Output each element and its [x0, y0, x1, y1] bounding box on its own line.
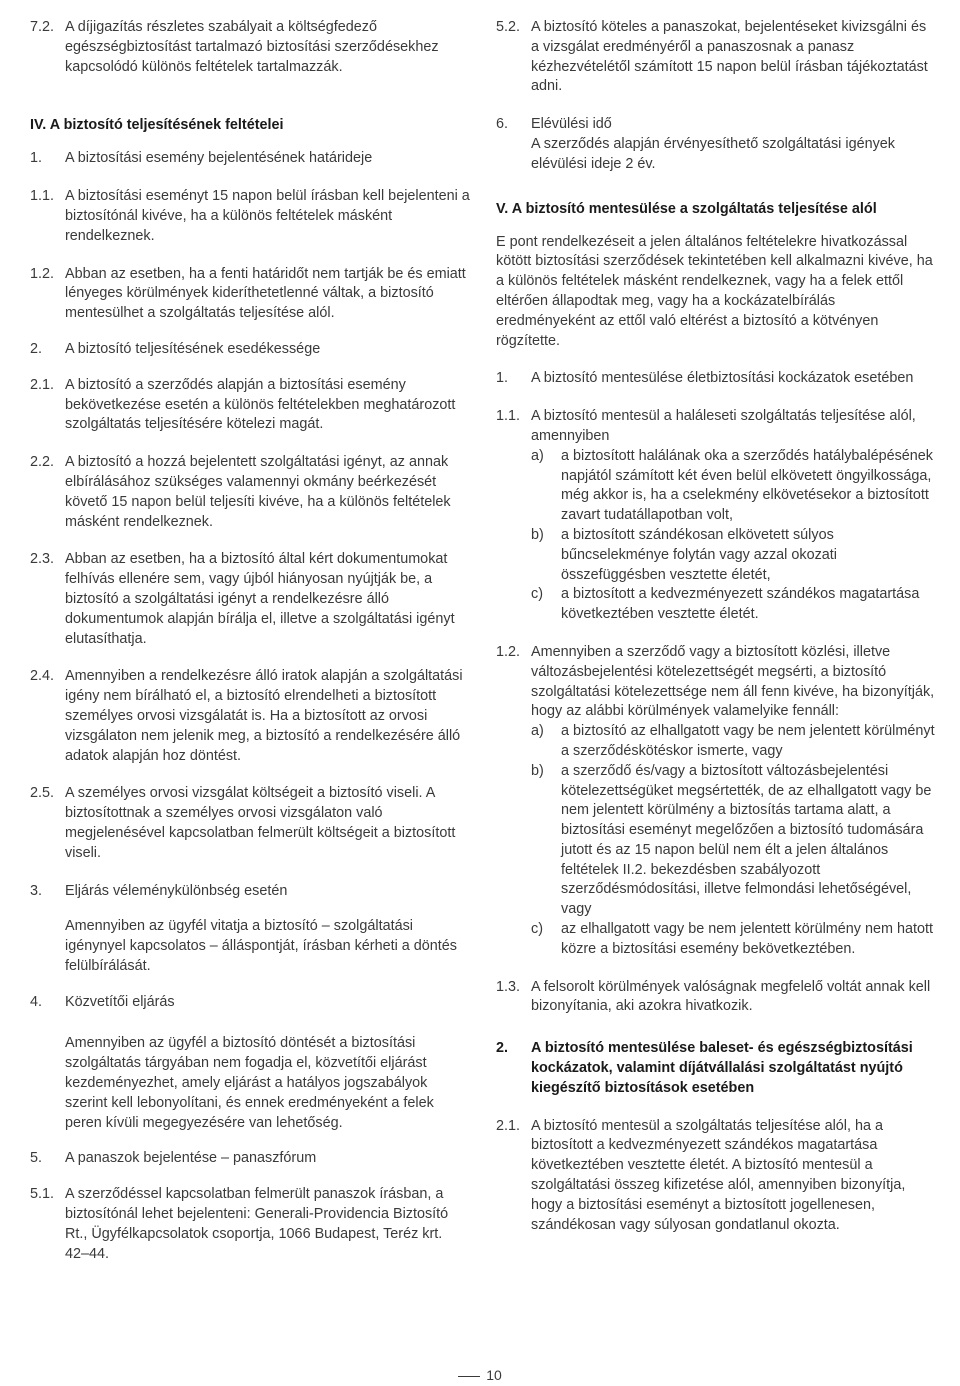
list-text: a biztosított a kedvezményezett szándékos magatartása következtében vesztette életét.: [561, 586, 920, 623]
heading-number: 2.: [30, 340, 43, 357]
section-v-2-1: [496, 1117, 936, 1236]
section-number: 5.1.: [30, 1186, 55, 1203]
section-text: A díjigazítás részletes szabályait a költségfedező egészségbiztosítást tartalmazó biztosítási szerződésekhez kapcsolódó különös feltételek tartalmazzák.: [65, 19, 439, 75]
section-number: 2.3.: [30, 551, 55, 568]
list-letter: b): [531, 762, 544, 779]
list-item: [531, 526, 936, 585]
page-footer: [0, 1367, 960, 1383]
chapter-v-intro: E pont rendelkezéseit a jelen általános feltételekre hivatkozással kötött biztosítási szerződések tekintetében kell alkalmazni kivéve, ha a különös feltételek másként rendelkeznek, vagy ha a felek ettől eltérően állapodtak meg, vagy ha a kockázatelbírálás eredményeként az ettől való eltérést a biztosító a kötvényen rögzítette.: [496, 233, 933, 349]
section-number: 2.1.: [30, 376, 55, 393]
heading-text: A panaszok bejelentése – panaszfórum: [65, 1150, 317, 1167]
heading-text: Elévülési idő: [531, 116, 612, 133]
section-2-3: [30, 550, 470, 649]
list-letter: c): [531, 586, 543, 603]
section-1-1: [30, 187, 470, 246]
heading-text: Eljárás véleménykülönbség esetén: [65, 882, 288, 899]
section-2-5: [30, 784, 470, 863]
left-column: [30, 18, 470, 1264]
section-number: 5.2.: [496, 19, 521, 35]
heading-number: 6.: [496, 116, 509, 133]
heading-5: [30, 1149, 470, 1169]
chapter-heading-v: V. A biztosító mentesülése a szolgáltatás teljesítése alól: [496, 200, 877, 217]
chapter-heading-iv: IV. A biztosító teljesítésének feltételei: [30, 117, 284, 134]
section-v-1-1: [496, 407, 936, 625]
section-text: A szerződéssel kapcsolatban felmerült panaszok írásban, a biztosítónál lehet bejelenteni: Generali-Providencia Biztosító Rt., Ügyfélkapcsolatok csoportja, 1066 Budapest, Teréz krt. 42–44.: [65, 1186, 449, 1262]
section-number: 1.1.: [496, 408, 521, 425]
list-text: a biztosított szándékosan elkövetett súlyos bűncselekménye folytán vagy azzal okozati összefüggésben vesztette életét,: [561, 526, 837, 583]
section-number: 2.4.: [30, 668, 55, 685]
heading-4: [30, 993, 470, 1013]
section-number: 1.1.: [30, 188, 55, 205]
heading-1: [30, 149, 470, 169]
section-2-2: [30, 453, 470, 532]
heading-6: [496, 115, 936, 135]
list-letter: c): [531, 921, 543, 938]
heading-number: 2.: [496, 1040, 509, 1057]
right-column: [496, 18, 936, 1235]
section-text: Abban az esetben, ha a fenti határidőt nem tartják be és emiatt lényeges körülmények kideríthetetlenné váltak, a biztosító mentesülhet a szolgáltatás teljesítése alól.: [65, 265, 466, 322]
list-letter: b): [531, 526, 544, 543]
section-number: 7.2.: [30, 19, 55, 35]
list-text: a szerződő és/vagy a biztosított változásbejelentési kötelezettségüket megsértették, de az elhallgatott vagy be nem jelentett körülmény a biztosítás tartama alatt, a biztosítási eseményt megelőzően a biztosító tudomására jutott és az 15 napon belül nem élt a jelen általános feltételek II.2. bekezdésben szabályozott szerződésmódosítási, illetve felmondási lehetőségével, vagy: [561, 762, 932, 918]
section-2-1: [30, 376, 470, 435]
section-number: 2.2.: [30, 454, 55, 471]
section-text: Abban az esetben, ha a biztosító által kért dokumentumokat felhívás ellenére sem, vagy újból hiányosan nyújtják be, a biztosító a szolgáltatási igényt a rendelkezésre álló dokumentumok alapján bírálja el, illetve a szolgáltatási igényt elutasíthatja.: [65, 551, 455, 647]
section-6-body: [496, 135, 936, 175]
heading-3: [30, 882, 470, 902]
section-number: 1.2.: [30, 265, 55, 282]
heading-v-2: [496, 1039, 936, 1098]
section-number: 2.5.: [30, 785, 55, 802]
heading-v-1: [496, 369, 936, 389]
section-text: A biztosító mentesül a szolgáltatás teljesítése alól, ha a biztosított a kedvezményezett szándékos magatartása következtében vesztette életét. A biztosító mentesül a szolgáltatási összeg kifizetése alól, amennyiben bizonyítja, hogy a biztosítási eseményt a biztosított jogellenesen, szándékosan vagy súlyosan gondatlanul okozta.: [531, 1117, 906, 1233]
section-v-1-2: [496, 643, 936, 960]
heading-text: Közvetítői eljárás: [65, 993, 175, 1010]
section-3-body: [30, 917, 470, 976]
section-text: A biztosítási eseményt 15 napon belül írásban kell bejelenteni a biztosítónál kivéve, ha a különös feltételek másként rendelkeznek.: [65, 188, 470, 244]
list-item: [531, 762, 936, 920]
section-text: A szerződés alapján érvényesíthető szolgáltatási igények elévülési ideje 2 év.: [531, 135, 895, 172]
heading-text: A biztosítási esemény bejelentésének határideje: [65, 150, 373, 167]
section-text: Amennyiben az ügyfél a biztosító döntését a biztosítási szolgáltatás tárgyában nem fogadja el, közvetítői eljárást kezdeményezhet, amely eljárást a hatályos jogszabályok szerint kell lebonyolítani, és ennek eredményeként a felek peren kívüli megegyezésére van lehetőség.: [65, 1035, 434, 1131]
heading-2: [30, 340, 470, 360]
section-1-2: [30, 265, 470, 324]
heading-number: 5.: [30, 1150, 43, 1167]
section-text: A biztosító a hozzá bejelentett szolgáltatási igényt, az annak elbírálásához szükséges valamennyi okmány beérkezését követő 15 napon belül teljesíti kivéve, ha a különös feltételek másként rendelkeznek.: [65, 454, 451, 530]
list-letter: a): [531, 723, 544, 740]
section-number: 1.2.: [496, 643, 521, 660]
section-5-1: [30, 1185, 470, 1264]
section-text: A biztosító köteles a panaszokat, bejelentéseket kivizsgálni és a vizsgálat eredményéről a panaszosnak a panasz kézhezvételétől számított 15 napon belül írásban tájékoztatást adni.: [531, 19, 928, 95]
heading-number: 4.: [30, 993, 43, 1010]
heading-text: A biztosító mentesülése baleset- és egészségbiztosítási kockázatok, valamint díjátvállalási szolgáltatást nyújtó kiegészítő biztosítások esetében: [531, 1040, 913, 1096]
list-text: a biztosított halálának oka a szerződés hatálybalépésének napjától számított két éven belül elkövetett öngyilkossága, még akkor is, ha a cselekmény elkövetésekor a biztosított zavart tudatállapotban volt,: [561, 447, 933, 524]
section-4-body: [30, 1034, 470, 1133]
heading-number: 3.: [30, 882, 43, 899]
section-text: A biztosító mentesül a haláleseti szolgáltatás teljesítése alól, amennyiben: [531, 408, 916, 444]
section-5-2: [496, 18, 936, 97]
heading-number: 1.: [496, 370, 509, 387]
list-item: [531, 722, 936, 762]
section-v-1-3: [496, 978, 936, 1018]
list-text: az elhallgatott vagy be nem jelentett körülmény nem hatott közre a biztosítási esemény bekövetkeztében.: [561, 921, 933, 957]
heading-text: A biztosító teljesítésének esedékessége: [65, 340, 321, 357]
list-item: [531, 447, 936, 526]
section-text: A biztosító a szerződés alapján a biztosítási esemény bekövetkezése esetén a különös feltételekben meghatározott szolgáltatás teljesítésére kötelezi magát.: [65, 376, 456, 433]
list-text: a biztosító az elhallgatott vagy be nem jelentett körülményt a szerződéskötéskor ismerte, vagy: [561, 723, 935, 759]
page-number: 10: [486, 1367, 502, 1383]
section-number: 1.3.: [496, 978, 521, 995]
section-text: A felsorolt körülmények valóságnak megfelelő voltát annak kell bizonyítania, aki azokra hivatkozik.: [531, 978, 931, 1015]
list-letter: a): [531, 447, 544, 464]
section-2-4: [30, 667, 470, 766]
section-text: Amennyiben a szerződő vagy a biztosított közlési, illetve változásbejelentési kötelezettségét megsérti, a biztosító szolgáltatási kötelezettsége nem áll fenn kivéve, ha bizonyítják, hogy az alábbi körülmények valamelyike fennáll:: [531, 643, 935, 720]
list-item: [531, 585, 936, 625]
footer-dash: [458, 1376, 480, 1377]
section-7-2: [30, 18, 470, 77]
section-text: A személyes orvosi vizsgálat költségeit a biztosító viseli. A biztosítottnak a személyes orvosi vizsgálaton való megjelenésével kapcsolatban felmerült költségeit a biztosított viseli.: [65, 785, 456, 861]
section-number: 2.1.: [496, 1117, 521, 1134]
heading-text: A biztosító mentesülése életbiztosítási kockázatok esetében: [531, 370, 914, 387]
heading-number: 1.: [30, 150, 43, 167]
list-item: [531, 920, 936, 960]
section-text: Amennyiben a rendelkezésre álló iratok alapján a szolgáltatási igény nem bírálható el, a biztosító elrendelheti a biztosított személyes orvosi vizsgálatát is. Ha a biztosított az orvosi vizsgálaton nem jelenik meg, a biztosító a rendelkezésére álló adatok alapján hoz döntést.: [65, 668, 463, 764]
section-text: Amennyiben az ügyfél vitatja a biztosító – szolgáltatási igénynyel kapcsolatos – álláspontját, írásban kérheti a döntés felülbírálását.: [65, 918, 457, 974]
